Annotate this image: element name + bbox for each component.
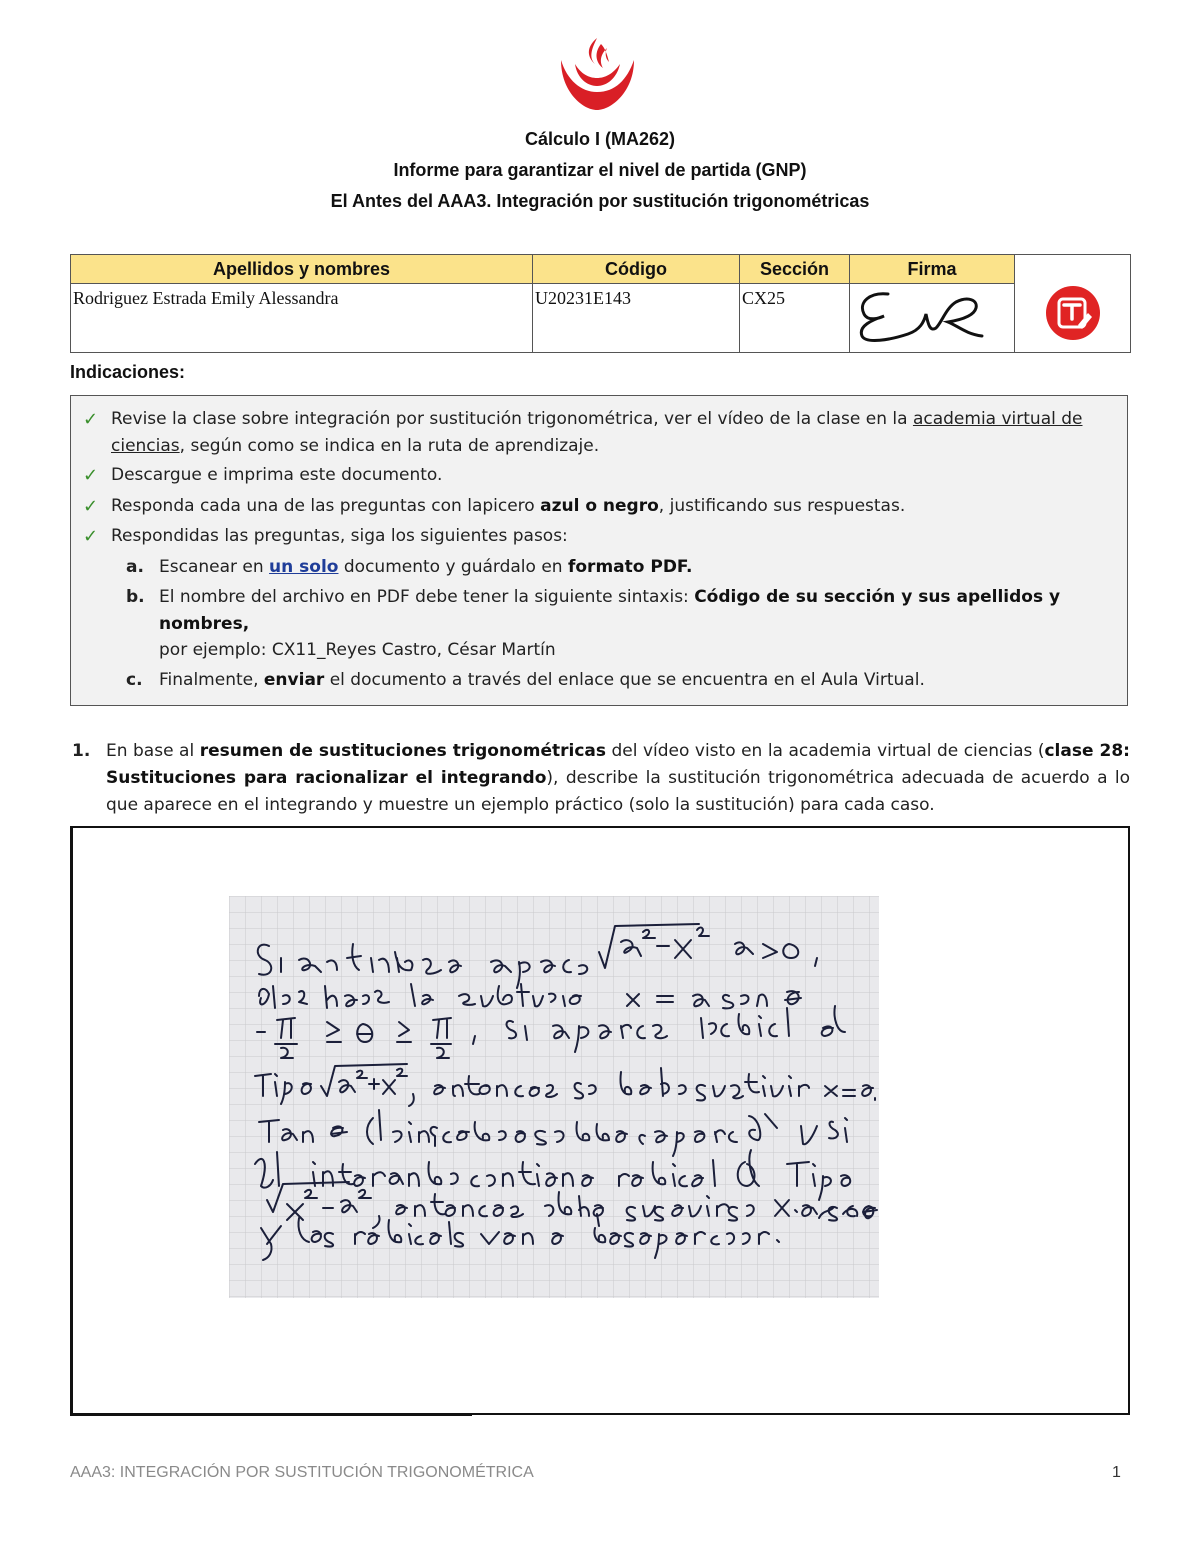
topic-title: El Antes del AAA3. Integración por sustitución trigonométricas [330, 191, 870, 211]
document-title [0, 124, 1200, 217]
university-logo [555, 34, 640, 114]
indicaciones-title: Indicaciones: [70, 362, 186, 382]
question-number: 1. [72, 741, 91, 761]
handwritten-signature [850, 284, 1000, 344]
header-empty [1015, 255, 1131, 284]
question-text: En base al resumen de sustituciones trigonométricas del vídeo visto en la academia virtual de ciencias (clase 28: Sustituciones para racionalizar el integrando), describe la sustitución trigonométrica adecuada de acuerdo a lo que aparece en el integrando y muestre un ejemplo práctico (solo la sustitución) para cada caso. [106, 741, 1130, 815]
app-badge-icon [1042, 285, 1104, 341]
checkmark-icon: ✓ [83, 496, 99, 517]
checkmark-icon: ✓ [83, 526, 99, 547]
footer-title: AAA3: INTEGRACIÓN POR SUSTITUCIÓN TRIGONOMÉTRICA [70, 1464, 534, 1481]
report-title: Informe para garantizar el nivel de partida (GNP) [393, 160, 807, 180]
student-info-table [70, 254, 1131, 353]
header-codigo: Código [533, 255, 740, 284]
cell-seccion: CX25 [740, 284, 850, 353]
header-seccion: Sección [740, 255, 850, 284]
answer-box-bottom-thick [70, 1413, 472, 1416]
course-title: Cálculo I (MA262) [524, 129, 676, 149]
checkmark-icon: ✓ [83, 465, 99, 486]
indicaciones-box: ✓ Revise la clase sobre integración por sustitución trigonométrica, ver el vídeo de la clase en la academia virtual de ciencias, según como se indica en la ruta de aprendizaje. ✓ Descargue e imprima este documento. ✓ Responda cada una de las preguntas con lapicero azul o negro, justificando sus respuestas. ✓ Respondidas las preguntas, siga los siguientes pasos: a. Escanear en un solo documento y guárdalo en formato PDF. b. El nombre del archivo en PDF debe tener la siguiente sintaxis: Código de su sección y sus apellidos y nombres, por ejemplo: CX11_Reyes Castro, César Martín c. Finalmente, enviar el documento a través del enlace que se encuentra en el Aula Virtual. [70, 395, 1128, 706]
checkmark-icon: ✓ [83, 409, 99, 430]
cell-firma [850, 284, 1015, 353]
cell-codigo: U20231E143 [533, 284, 740, 353]
handwritten-answer-photo [229, 896, 879, 1298]
academia-link[interactable]: academia virtual de ciencias [111, 409, 1083, 456]
page-number: 1 [1112, 1464, 1121, 1481]
un-solo-link[interactable]: un solo [269, 557, 339, 577]
header-nombres: Apellidos y nombres [71, 255, 533, 284]
cell-nombre: Rodriguez Estrada Emily Alessandra [71, 284, 533, 353]
header-firma: Firma [850, 255, 1015, 284]
